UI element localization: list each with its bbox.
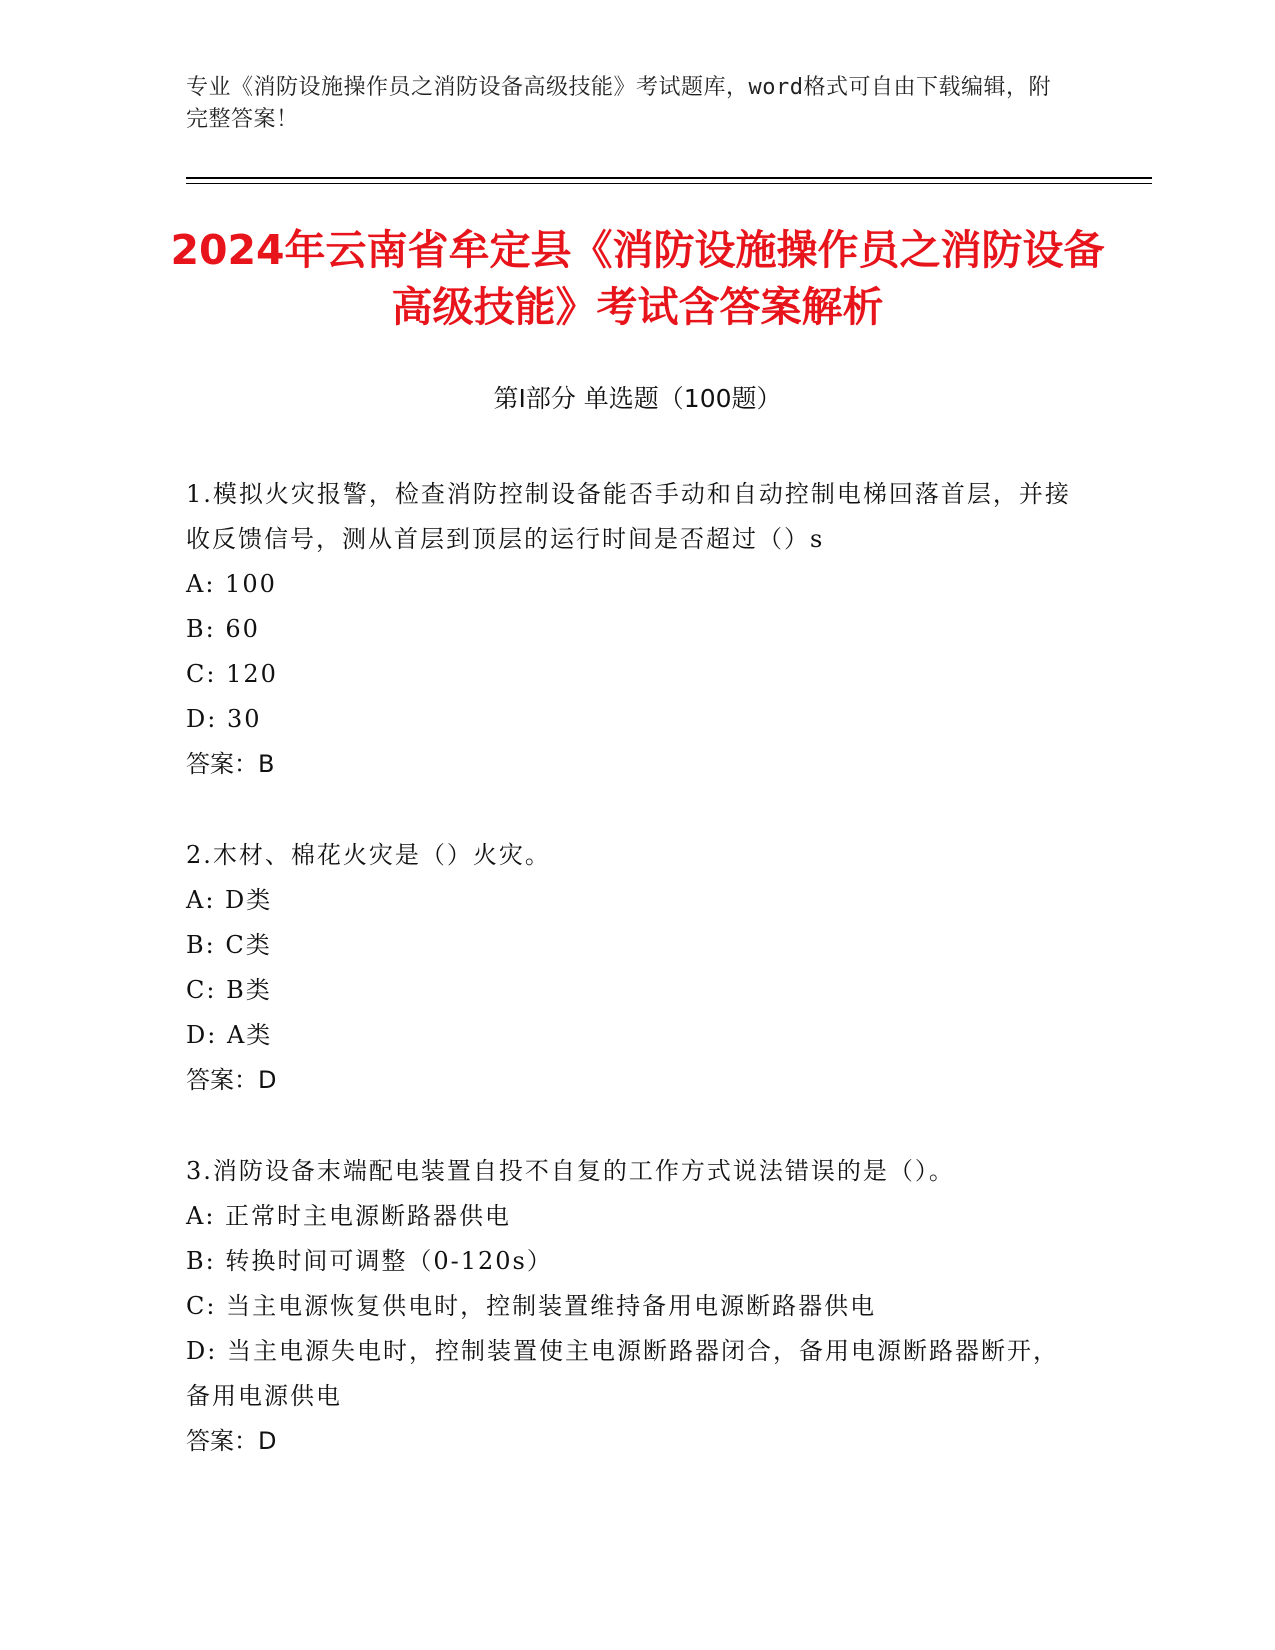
question-option: A: 正常时主电源断路器供电 [186,1202,512,1230]
question-list [186,472,1081,1510]
question-option: D: A类 [186,1021,273,1049]
question-option: D: 当主电源失电时，控制装置使主电源断路器闭合，备用电源断路器断开，备用电源供电 [186,1337,1059,1410]
question-stem: 1.模拟火灾报警，检查消防控制设备能否手动和自动控制电梯回落首层，并接收反馈信号，测从首层到顶层的运行时间是否超过（）s [186,480,1071,553]
question-option: D: 30 [186,705,262,733]
question-option: B: 转换时间可调整（0-120s） [186,1247,553,1275]
section-heading: 第I部分 单选题（100题） [493,384,782,413]
question-answer: 答案：B [186,750,275,778]
question-option: A: D类 [186,886,273,914]
question-option: C: 120 [186,660,278,688]
question-answer: 答案：D [186,1066,277,1094]
question-item [186,1149,1081,1464]
question-item [186,833,1081,1103]
question-item [186,472,1081,787]
question-stem: 2.木材、棉花火灾是（）火灾。 [186,841,551,869]
document-title: 2024年云南省牟定县《消防设施操作员之消防设备高级技能》考试含答案解析 [170,226,1105,331]
header-note: 专业《消防设施操作员之消防设备高级技能》考试题库，word格式可自由下载编辑，附完整答案！ [186,75,1051,132]
question-answer: 答案：D [186,1427,277,1455]
question-option: C: 当主电源恢复供电时，控制装置维持备用电源断路器供电 [186,1292,877,1320]
question-option: B: 60 [186,615,260,643]
header-divider-thick [186,177,1152,179]
question-stem: 3.消防设备末端配电装置自投不自复的工作方式说法错误的是（）。 [186,1157,955,1185]
header-divider-thin [186,183,1152,184]
question-option: C: B类 [186,976,272,1004]
question-option: B: C类 [186,931,272,959]
question-option: A: 100 [186,570,277,598]
